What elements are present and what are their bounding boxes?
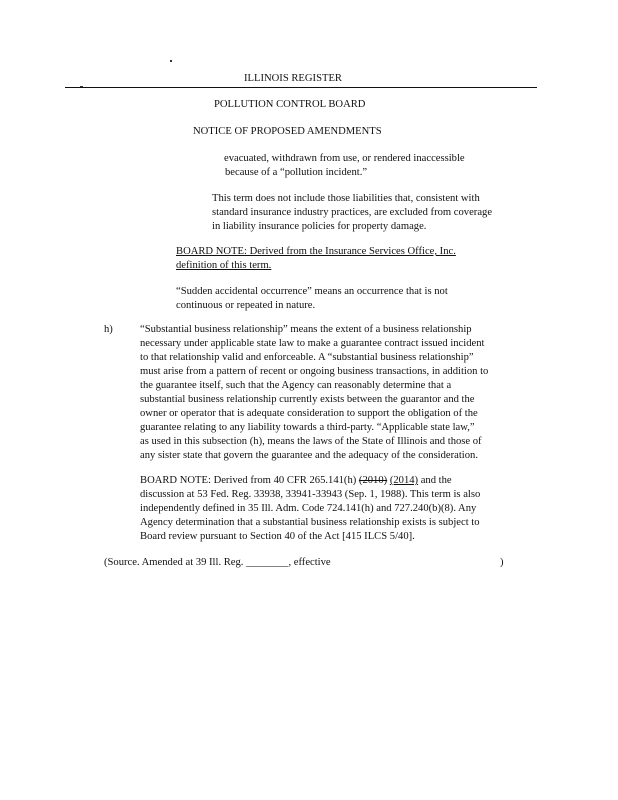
item-h-label: h) bbox=[104, 324, 113, 335]
board-title: POLLUTION CONTROL BOARD bbox=[214, 99, 366, 110]
text-line: “Substantial business relationship” means the extent of a business relationship bbox=[140, 324, 472, 335]
text-line: BOARD NOTE: Derived from the Insurance Services Office, Inc. bbox=[176, 246, 456, 257]
source-close-paren: ) bbox=[500, 557, 504, 568]
header-rule bbox=[65, 87, 537, 88]
register-title: ILLINOIS REGISTER bbox=[244, 73, 342, 84]
note-text: BOARD NOTE: Derived from 40 CFR 265.141(h) bbox=[140, 475, 359, 486]
text-line: independently defined in 35 Ill. Adm. Code 724.141(h) and 727.240(b)(8). Any bbox=[140, 503, 477, 514]
text-line: owner or operator that is adequate consideration to support the obligation of the bbox=[140, 408, 478, 419]
scan-speck bbox=[170, 60, 172, 62]
text-line: substantial business relationship currently exists between the guarantor and the bbox=[140, 394, 475, 405]
text-line: continuous or repeated in nature. bbox=[176, 300, 316, 311]
text-line: to that relationship valid and enforceable. A “substantial business relationship” bbox=[140, 352, 474, 363]
text-line: Agency determination that a substantial business relationship exists is subject to bbox=[140, 517, 480, 528]
text-line: evacuated, withdrawn from use, or rendered inaccessible bbox=[224, 153, 465, 164]
sudden-occurrence-definition bbox=[176, 285, 448, 313]
notice-title: NOTICE OF PROPOSED AMENDMENTS bbox=[193, 126, 382, 137]
text-line: This term does not include those liabilities that, consistent with bbox=[212, 193, 480, 204]
text-line: the guarantee itself, such that the Agency can reasonably determine that a bbox=[140, 380, 452, 391]
source-note: (Source. Amended at 39 Ill. Reg. ________, effective bbox=[104, 557, 331, 568]
text-line: because of a “pollution incident.” bbox=[225, 167, 368, 178]
continuation-paragraph bbox=[224, 152, 465, 180]
text-line: discussion at 53 Fed. Reg. 33938, 33941-33943 (Sep. 1, 1988). This term is also bbox=[140, 489, 481, 500]
text-line: any sister state that govern the guarantee and the adequacy of the consideration. bbox=[140, 450, 478, 461]
text-line: guarantee relating to any liability towards a third-party. “Applicable state law,” bbox=[140, 422, 475, 433]
text-line: definition of this term. bbox=[176, 260, 272, 271]
text-line: necessary under applicable state law to make a guarantee contract issued incident bbox=[140, 338, 485, 349]
text-line: Board review pursuant to Section 40 of the Act [415 ILCS 5/40]. bbox=[140, 531, 415, 542]
exclusion-paragraph bbox=[212, 192, 492, 234]
struck-year: (2010) bbox=[358, 475, 388, 486]
text-line: standard insurance industry practices, are excluded from coverage bbox=[212, 207, 493, 218]
board-note-cfr bbox=[140, 474, 480, 544]
substantial-relationship-definition bbox=[140, 323, 488, 463]
text-line: must arise from a pattern of recent or ongoing business transactions, in addition to bbox=[140, 366, 489, 377]
inserted-year: (2014) bbox=[389, 475, 419, 486]
note-text: and the bbox=[418, 475, 452, 486]
text-line bbox=[140, 474, 480, 488]
text-line: in liability insurance policies for property damage. bbox=[212, 221, 427, 232]
text-line: as used in this subsection (h), means the laws of the State of Illinois and those of bbox=[140, 436, 482, 447]
board-note-insurance bbox=[176, 245, 456, 273]
text-line: “Sudden accidental occurrence” means an occurrence that is not bbox=[176, 286, 448, 297]
